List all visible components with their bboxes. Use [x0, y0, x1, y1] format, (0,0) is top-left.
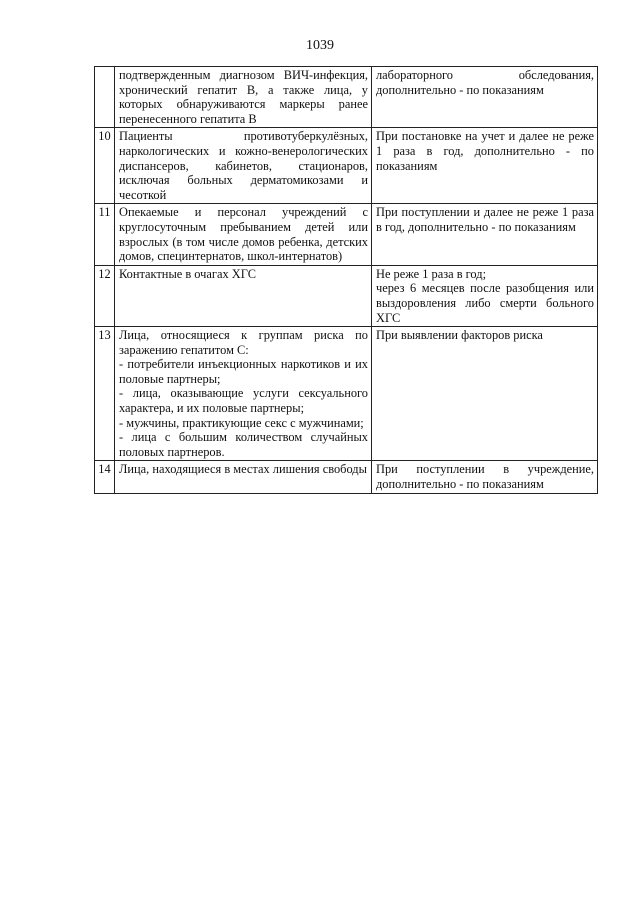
screening-frequency-text: При постановке на учет и далее не реже 1 раза в год, дополнительно - по показаниям: [376, 129, 594, 173]
screening-frequency-cell: [372, 327, 598, 461]
population-group-text: Лица, находящиеся в местах лишения свободы: [119, 462, 367, 477]
row-number-cell: 13: [95, 327, 115, 461]
screening-frequency-text: через 6 месяцев после разобщения или выздоровления либо смерти больного ХГС: [376, 281, 594, 325]
table-row: [95, 327, 598, 461]
table-row: [95, 461, 598, 493]
population-group-text: - лица с большим количеством случайных половых партнеров.: [119, 430, 368, 459]
table-body: [95, 67, 598, 494]
population-group-text: - лица, оказывающие услуги сексуального характера, и их половые партнеры;: [119, 386, 368, 416]
population-group-cell: [115, 265, 372, 326]
table-row: [95, 204, 598, 265]
screening-frequency-cell: [372, 128, 598, 204]
row-number-cell: [95, 67, 115, 128]
screening-frequency-text: При выявлении факторов риска: [376, 328, 543, 343]
row-number-cell: 10: [95, 128, 115, 204]
population-group-text: - потребители инъекционных наркотиков и их половые партнеры;: [119, 357, 368, 386]
screening-frequency-text: При поступлении в учреждение, дополнительно - по показаниям: [376, 462, 594, 492]
row-number-cell: 14: [95, 461, 115, 493]
population-group-text: - мужчины, практикующие секс с мужчинами;: [119, 415, 364, 430]
table-row: [95, 265, 598, 326]
population-group-cell: [115, 204, 372, 265]
population-group-text: Контактные в очагах ХГС: [119, 266, 257, 281]
page-number: 1039: [306, 38, 334, 53]
population-group-cell: [115, 327, 372, 461]
row-number-cell: 11: [95, 204, 115, 265]
population-group-text: Опекаемые и персонал учреждений с круглосуточным пребыванием детей или взрослых (в том числе домов ребенка, детских домов, специнтернатов, школ-интернатов): [119, 205, 368, 264]
screening-frequency-text: При поступлении и далее не реже 1 раза в год, дополнительно - по показаниям: [376, 205, 594, 234]
screening-frequency-cell: [372, 67, 598, 128]
screening-frequency-cell: [372, 265, 598, 326]
row-number-cell: 12: [95, 265, 115, 326]
screening-frequency-cell: [372, 204, 598, 265]
screening-frequency-cell: [372, 461, 598, 493]
population-group-text: подтвержденным диагнозом ВИЧ-инфекция, хронический гепатит В, а также лица, у которых обнаруживаются маркеры ранее перенесенного гепатита В: [119, 68, 368, 126]
table-row: [95, 67, 598, 128]
screening-frequency-text: лабораторного обследования, дополнительно - по показаниям: [376, 68, 594, 97]
screening-table: [94, 66, 598, 494]
population-group-cell: [115, 461, 372, 493]
population-group-cell: [115, 128, 372, 204]
population-group-cell: [115, 67, 372, 128]
table-row: [95, 128, 598, 204]
population-group-text: Пациенты противотуберкулёзных, наркологических и кожно-венерологических диспансеров, кабинетов, стационаров, исключая больных дерматомикозами и чесоткой: [119, 129, 368, 202]
population-group-text: Лица, относящиеся к группам риска по заражению гепатитом С:: [119, 328, 368, 357]
screening-frequency-text: Не реже 1 раза в год;: [376, 266, 487, 281]
